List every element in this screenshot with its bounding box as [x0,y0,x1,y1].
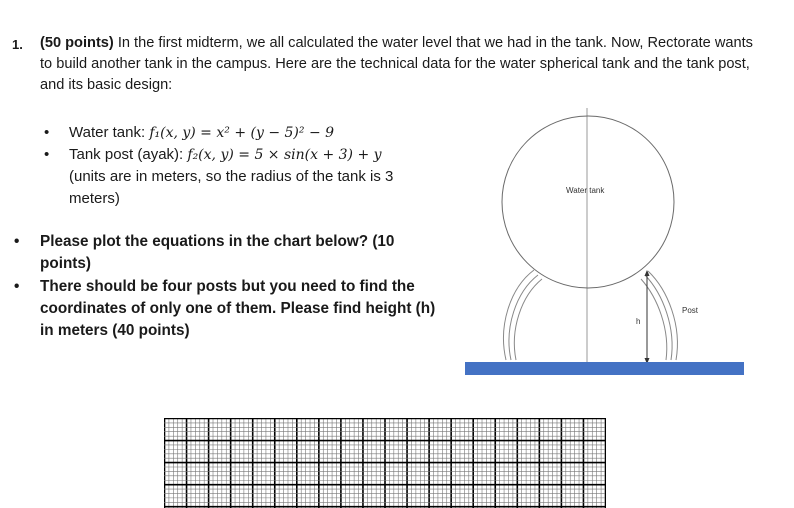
tank-diagram [460,108,760,378]
height-label: h [636,317,641,326]
tank-post-label: Tank post (ayak): [69,146,188,163]
post-label: Post [682,306,699,315]
water-tank-equation: f₁(x, y) = x² + (y − 5)² − 9 [149,125,335,141]
left-post-curve-inner2 [514,279,542,360]
task-plot-text: Please plot the equations in the chart below? (10 points) [40,233,395,272]
bullet-icon: • [14,278,20,295]
spec-list [44,122,444,210]
question-text [40,33,760,96]
tank-post-equation: f₂(x, y) = 5 × sin(x + 3) + y [187,147,382,163]
task-list [14,231,444,343]
task-item-height [14,276,444,342]
graph-paper-grid [164,418,606,508]
bullet-icon: • [44,124,50,141]
spec-item-water-tank [44,122,444,144]
task-item-plot [14,231,444,275]
bullet-icon: • [14,233,20,250]
question-points: (50 points) [40,35,114,51]
ground-bar [465,362,744,375]
water-tank-label: Water tank: [69,124,150,141]
water-tank-circle [502,116,674,288]
task-height-text: There should be four posts but you need to find the coordinates of only one of them. Please find height (h) in meters (40 points) [40,278,436,339]
spec-item-tank-post [44,144,444,210]
question-number: 1. [12,37,23,52]
bullet-icon: • [44,146,50,163]
water-tank-label: Water tank [566,186,605,195]
units-note: (units are in meters, so the radius of the tank is 3 meters) [69,168,394,207]
height-arrow-top [645,270,650,276]
right-post-curve-inner [645,275,672,360]
right-post-curve-inner2 [641,279,667,360]
question-description: In the first midterm, we all calculated the water level that we had in the tank. Now, Rectorate wants to build another tank in the campus. Here are the technical data for the water spherical tank and the tank post, and its basic design: [40,35,753,93]
